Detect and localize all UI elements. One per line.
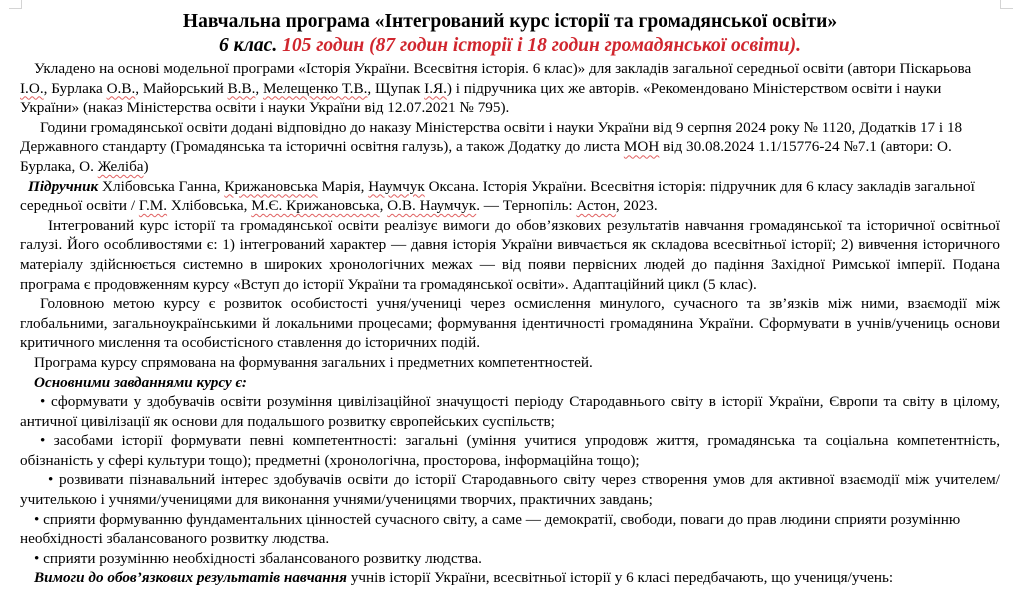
text-run: , Майорський [135, 79, 228, 97]
spellcheck-word[interactable]: О.В. Наумчук [387, 197, 477, 215]
task-item-2: • засобами історії формувати певні компетентності: загальні (уміння учитися упродовж життя, громадянська та соціальна компетентність, обізнаність у сфері культури тощо); предметні (хронологічна, просторова, інформаційна тощо); [20, 432, 1000, 469]
spellcheck-word[interactable]: І.Я. [424, 79, 447, 97]
paragraph-integrated-course: Інтегрований курс історії та громадянської освіти реалізує вимоги до обов’язкових результатів навчання громадянської та історичної освітньої галузі. Його особливостями є: 1) інтегрований характер — давня історія України вивчається як складова всесвітньої історії; 2) вивчення історичного матеріалу здійснюється системно в широких хронологічних межах — від появи первісних людей до падіння Західної Римської імперії. Подана програма є продовженням курсу «Вступ до історії України та громадянської освіти». Адаптаційний цикл (5 клас). [20, 216, 1000, 293]
spellcheck-word[interactable]: М.Є. Крижановська [251, 197, 380, 215]
text-run: Укладено на основі модельної програми «Історія України. Всесвітня історія. 6 клас)» для закладів загальної середньої освіти (автори Піскарьова [34, 60, 972, 77]
hours-label: 105 годин (87 годин історії і 18 годин громадянської освіти). [282, 35, 801, 56]
task-item-5: • сприяти розумінню необхідності збалансованого розвитку людства. [34, 549, 482, 567]
tasks-heading: Основними завданнями курсу є: [34, 373, 247, 391]
task-item-1: • сформувати у здобувачів освіти розуміння цивілізаційної значущості періоду Стародавнього світу в історії України, Європи та світу в цілому, античної цивілізації як основи для подальшого розвитку європейських суспільств; [20, 393, 1000, 430]
spellcheck-word[interactable]: І.О. [20, 79, 44, 97]
paragraph-main-goal: Головною метою курсу є розвиток особистості учня/учениці через осмислення минулого, сучасного та зв’язків між ними, взаємодії між глобальними, загальноукраїнськими й локальними процесами; формування ідентичності громадянина України. Сформувати в учнів/учениць основи критичного мислення та особистісного ставлення до історичних подій. [20, 295, 1000, 352]
text-run: Хлібовська, [167, 197, 252, 215]
paragraph-civic-hours [20, 118, 1000, 177]
document-page [20, 10, 1000, 588]
task-item-4: • сприяти формуванню фундаментальних цінностей сучасного світу, а саме — демократії, свободи, поваги до прав людини сприяти розумінню необхідності збалансованого розвитку людства. [20, 510, 961, 548]
page-corner-mark-right [1000, 0, 1013, 9]
spellcheck-word[interactable]: Наумчук [368, 177, 425, 195]
textbook-label: Підручник [28, 177, 99, 195]
paragraph-requirements [20, 568, 1000, 588]
spellcheck-word[interactable]: В.В. [227, 79, 256, 97]
text-run: , [379, 197, 388, 215]
text-run: учнів історії України, всесвітньої історії у 6 класі передбачають, що учениця/учень: [346, 569, 894, 587]
paragraph-competences: Програма курсу спрямована на формування загальних і предметних компетентностей. [34, 353, 593, 371]
text-run: ) [143, 157, 149, 175]
text-run: Години громадянської освіти додані відповідно до наказу Міністерства освіти і науки України від 9 серпня 2024 року № 1120, Додатків 17 і 18 Державного стандарту (Громадянська та історичні освітня галузь), а також Додатку до листа [20, 118, 963, 156]
text-run: , Бурлака [43, 79, 107, 97]
spellcheck-word[interactable]: О.В. [106, 79, 136, 97]
grade-label: 6 клас. [219, 35, 278, 56]
text-run: . — Тернопіль: [476, 197, 577, 215]
page-corner-mark-left [9, 0, 22, 9]
text-run: Хлібовська Ганна, [98, 177, 225, 195]
spellcheck-word[interactable]: МОН [623, 138, 660, 156]
spellcheck-word[interactable]: Астон [576, 197, 616, 215]
text-run: , 2023. [615, 197, 658, 215]
document-title: Навчальна програма «Інтегрований курс історії та громадянської освіти» [182, 11, 838, 32]
text-run: , Щупак [367, 79, 425, 97]
spellcheck-word[interactable]: Г.М. [138, 197, 168, 215]
task-item-3: • розвивати пізнавальний інтерес здобувачів освіти до історії Стародавнього світу через створення умов для активної взаємодії між учителем/учителькою і учнями/ученицями для виконання учнями/ученицями творчих, практичних завдань; [20, 471, 1000, 509]
text-run: Оксана. Історія України. Всесвітня історія: підручник для 6 класу закладів загальної середньої освіти / [20, 177, 975, 215]
document-subtitle [20, 34, 1000, 58]
text-run: ) і підручника цих же авторів. «Рекомендовано Міністерством освіти і науки України» (наказ Міністерства освіти і науки України від 12.07.2021 № 795). [20, 79, 942, 117]
paragraph-basis [20, 59, 1000, 118]
spellcheck-word[interactable]: Желіба [97, 157, 144, 175]
text-run: Марія, [317, 177, 369, 195]
spellcheck-word[interactable]: Мелещенко Т.В. [262, 79, 368, 97]
spellcheck-word[interactable]: Крижановська [224, 177, 318, 195]
text-run: , [255, 79, 263, 97]
requirements-label: Вимоги до обов’язкових результатів навчання [34, 569, 347, 587]
text-run: від 30.08.2024 1.1/15776-24 №7.1 (автори: О. Бурлака, О. [20, 138, 952, 175]
paragraph-textbook [20, 177, 1000, 216]
